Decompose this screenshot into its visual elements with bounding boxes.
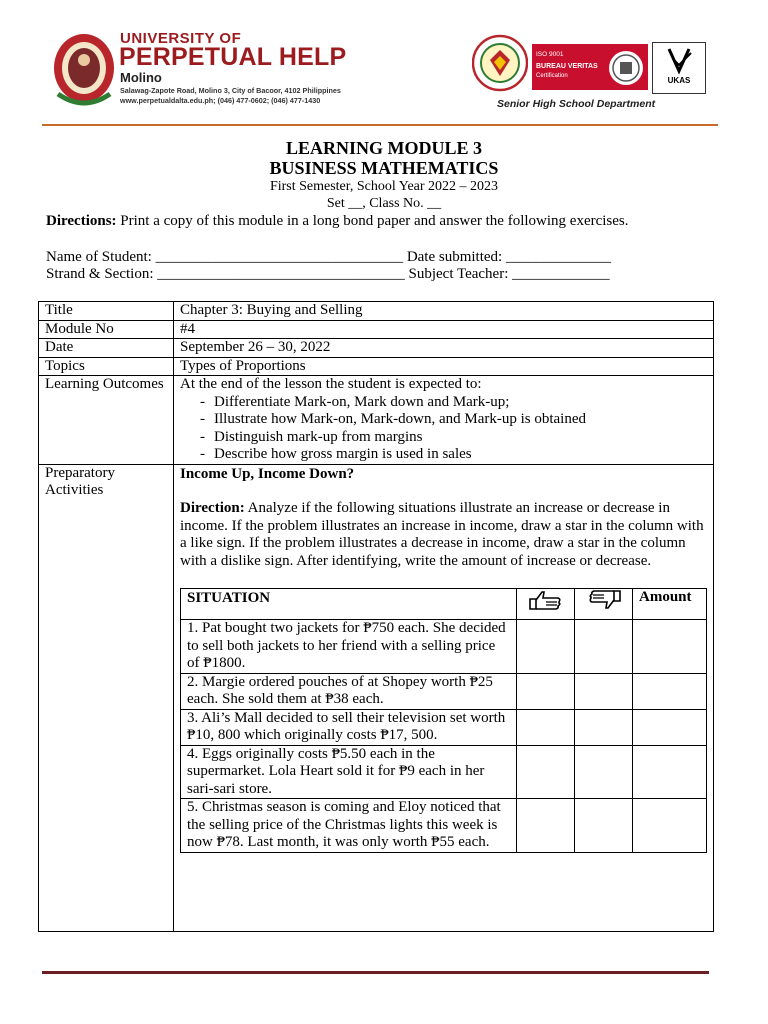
like-cell[interactable] (517, 745, 575, 799)
strand-section-field[interactable]: Strand & Section: _________________________________ Subject Teacher: _____________ (46, 266, 610, 282)
module-info-table (38, 301, 714, 932)
iso-certification-badge (532, 44, 648, 90)
list-item: - Describe how gross margin is used in sales (200, 446, 707, 464)
dislike-cell[interactable] (575, 745, 633, 799)
semester-line: First Semester, School Year 2022 – 2023 (269, 179, 499, 194)
situation-text: 3. Ali’s Mall decided to sell their television set worth ₱10, 800 which originally costs ₱17, 500. (181, 709, 517, 745)
dislike-cell[interactable] (575, 799, 633, 853)
dislike-cell[interactable] (575, 620, 633, 674)
row-label: Topics (39, 357, 174, 376)
like-cell[interactable] (517, 620, 575, 674)
ukas-badge (652, 42, 706, 94)
preparatory-activities-cell (174, 464, 714, 931)
amount-header: Amount (633, 589, 707, 620)
row-label: Date (39, 339, 174, 358)
learning-outcomes-cell (174, 376, 714, 465)
table-row (181, 745, 707, 799)
university-name-line1: UNIVERSITY OF (120, 30, 242, 47)
row-label: Learning Outcomes (39, 376, 174, 465)
thumbs-down-icon (586, 589, 622, 611)
dislike-cell[interactable] (575, 709, 633, 745)
list-item: - Differentiate Mark-on, Mark down and Mark-up; (200, 394, 707, 412)
list-item: - Distinguish mark-up from margins (200, 429, 707, 447)
university-name-line2: PERPETUAL HELP (119, 43, 347, 71)
row-value: #4 (174, 320, 714, 339)
amount-cell[interactable] (633, 745, 707, 799)
situation-header: SITUATION (181, 589, 517, 620)
row-label: Module No (39, 320, 174, 339)
set-class-line: Set __, Class No. __ (326, 196, 442, 211)
row-label: Title (39, 302, 174, 321)
row-value: Chapter 3: Buying and Selling (174, 302, 714, 321)
directions-text: Print a copy of this module in a long bond paper and answer the following exercises. (116, 213, 629, 229)
row-label: Preparatory Activities (39, 464, 174, 931)
student-name-field[interactable]: Name of Student: _________________________________ Date submitted: ______________ (46, 249, 611, 265)
amount-cell[interactable] (633, 620, 707, 674)
module-title: LEARNING MODULE 3 (285, 138, 482, 158)
department-label: Senior High School Department (497, 98, 656, 110)
activity-title: Income Up, Income Down? (180, 465, 355, 482)
university-address: Salawag-Zapote Road, Molino 3, City of Bacoor, 4102 Philippines (120, 86, 341, 95)
cert-line3: Certification (536, 73, 568, 79)
subject-title: BUSINESS MATHEMATICS (269, 158, 499, 178)
campus-name: Molino (120, 70, 162, 85)
activity-direction-label: Direction: (180, 500, 245, 516)
row-value: September 26 – 30, 2022 (174, 339, 714, 358)
outcomes-intro: At the end of the lesson the student is expected to: (180, 376, 482, 392)
like-cell[interactable] (517, 673, 575, 709)
like-cell[interactable] (517, 709, 575, 745)
situation-text: 2. Margie ordered pouches of at Shopey worth ₱25 each. She sold them at ₱38 each. (181, 673, 517, 709)
situation-text: 4. Eggs originally costs ₱5.50 each in the supermarket. Lola Heart sold it for ₱9 each in her sari-sari store. (181, 745, 517, 799)
list-item: - Illustrate how Mark-on, Mark-down, and Mark-up is obtained (200, 411, 707, 429)
university-address-block (120, 86, 341, 106)
table-row (181, 673, 707, 709)
amount-cell[interactable] (633, 709, 707, 745)
directions-paragraph (46, 213, 686, 230)
activity-directions (180, 500, 707, 570)
situation-text: 1. Pat bought two jackets for ₱750 each. She decided to sell both jackets to her friend with a selling price of ₱1800. (181, 620, 517, 674)
activity-direction-text: Analyze if the following situations illustrate an increase or decrease in income. If the problem illustrates an increase in income, draw a star in the column with a like sign. If the problem illustrates a decrease in income, draw a star in the column with a dislike sign. After identifying, write the amount of increase or decrease. (180, 500, 704, 569)
footer-divider (42, 971, 709, 974)
like-cell[interactable] (517, 799, 575, 853)
table-row (181, 620, 707, 674)
table-row (39, 320, 714, 339)
header-divider (42, 124, 718, 126)
university-contact: www.perpetualdalta.edu.ph; (046) 477-0602; (046) 477-1430 (120, 96, 321, 105)
dislike-column-header (575, 589, 633, 620)
page-header (0, 0, 768, 128)
shs-seal-icon (472, 34, 528, 92)
cert-line2: BUREAU VERITAS (536, 63, 598, 70)
cert-line1: ISO 9001 (536, 51, 564, 58)
row-value: Types of Proportions (174, 357, 714, 376)
situation-header-row (181, 589, 707, 620)
situation-text: 5. Christmas season is coming and Eloy noticed that the selling price of the Christmas lights this week is now ₱78. Last month, it was only worth ₱55 each. (181, 799, 517, 853)
situation-table (180, 588, 707, 853)
outcomes-list (180, 394, 707, 464)
thumbs-up-icon (528, 589, 564, 611)
directions-label: Directions: (46, 213, 117, 229)
table-row (39, 302, 714, 321)
university-seal-icon (52, 32, 116, 110)
dislike-cell[interactable] (575, 673, 633, 709)
table-row (181, 709, 707, 745)
like-column-header (517, 589, 575, 620)
amount-cell[interactable] (633, 799, 707, 853)
table-row (181, 799, 707, 853)
table-row (39, 357, 714, 376)
ukas-label: UKAS (667, 76, 691, 85)
amount-cell[interactable] (633, 673, 707, 709)
table-row (39, 339, 714, 358)
table-row (39, 376, 714, 465)
table-row (39, 464, 714, 931)
